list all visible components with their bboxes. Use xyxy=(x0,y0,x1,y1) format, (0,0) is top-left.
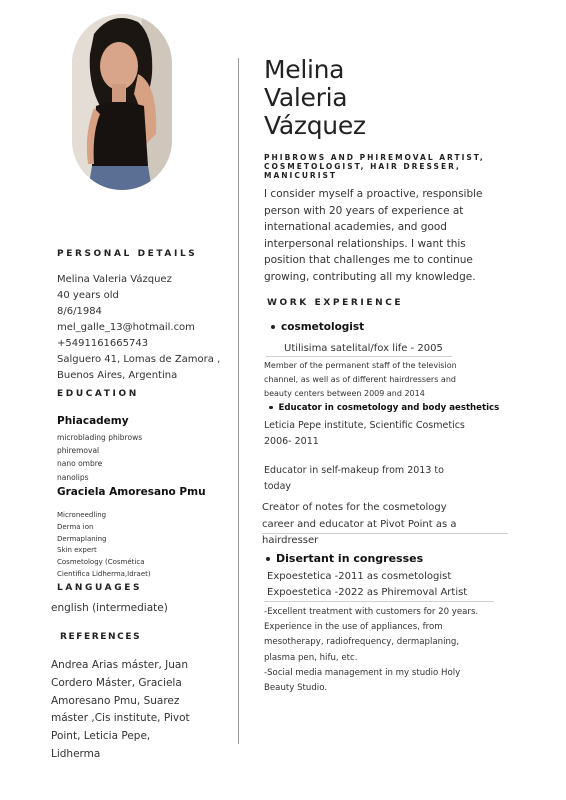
work-experience-heading: WORK EXPERIENCE xyxy=(267,298,404,308)
desc-line: channel, as well as of different hairdressers and xyxy=(264,375,456,384)
education-school-1: Phiacademy xyxy=(57,415,129,427)
list-item: Derma ion xyxy=(57,522,94,531)
note-line: mesotherapy, radiofrequency, dermaplaning, xyxy=(264,637,460,648)
list-item: nano ombre xyxy=(57,459,103,469)
detail-line: 2006- 2011 xyxy=(264,436,319,447)
references-line: Andrea Arias máster, Juan xyxy=(51,659,189,671)
detail-line: Expoestetica -2022 as Phiremoval Artist xyxy=(267,587,468,598)
list-item: Cosmetology (Cosmética xyxy=(57,558,145,567)
list-item: Skin expert xyxy=(57,546,97,555)
personal-details xyxy=(57,272,232,384)
divider xyxy=(266,356,452,357)
detail-line: Leticia Pepe institute, Scientific Cosmetics xyxy=(264,420,465,431)
job4-details xyxy=(262,500,457,550)
job-role xyxy=(264,153,504,180)
personal-address-2: Buenos Aires, Argentina xyxy=(57,370,178,381)
education-school-1-items xyxy=(57,431,142,484)
role-line: MANICURIST xyxy=(264,171,338,180)
divider xyxy=(264,601,494,602)
personal-birthdate: 8/6/1984 xyxy=(57,306,102,317)
personal-details-heading: PERSONAL DETAILS xyxy=(57,249,198,259)
list-item: nanolips xyxy=(57,472,89,482)
job3-details xyxy=(264,463,444,495)
intro-line: international academies, and good xyxy=(264,221,447,233)
note-line: Beauty Studio. xyxy=(264,683,328,694)
detail-line: Educator in self-makeup from 2013 to xyxy=(264,465,444,476)
references-line: Point, Leticia Pepe, xyxy=(51,730,151,743)
job2-title-text: Educator in cosmetology and body aesthetics xyxy=(278,403,500,413)
bullet-icon xyxy=(271,325,275,329)
job1-title xyxy=(271,321,364,333)
detail-line: today xyxy=(264,481,292,492)
desc-line: beauty centers between 2009 and 2014 xyxy=(264,389,425,398)
references-list xyxy=(51,657,231,764)
references-heading: REFERENCES xyxy=(60,632,142,642)
bullet-icon xyxy=(269,406,273,410)
name-line: Melina xyxy=(264,55,345,84)
divider xyxy=(262,533,508,534)
job2-details xyxy=(264,418,465,450)
bullet-icon xyxy=(266,557,270,561)
personal-email: mel_galle_13@hotmail.com xyxy=(57,322,195,333)
personal-phone: +5491161665743 xyxy=(57,338,149,349)
detail-line: hairdresser xyxy=(262,535,319,546)
detail-line: Expoestetica -2011 as cosmetologist xyxy=(267,571,452,582)
detail-line: career and educator at Pivot Point as a xyxy=(262,518,457,530)
job5-title-text: Disertant in congresses xyxy=(276,552,424,565)
note-line: -Social media management in my studio Holy xyxy=(264,667,461,678)
personal-age: 40 years old xyxy=(57,290,119,301)
intro-line: growing, contributing all my knowledge. xyxy=(264,270,476,283)
references-line: Lidherma xyxy=(51,747,101,760)
role-line: COSMETOLOGIST, HAIR DRESSER, xyxy=(264,162,461,171)
references-line: Amoresano Pmu, Suarez xyxy=(51,694,180,707)
job1-description xyxy=(264,359,514,401)
intro-line: interpersonal relationships. I want this xyxy=(264,237,466,250)
personal-name: Melina Valeria Vázquez xyxy=(57,274,172,285)
languages-heading: LANGUAGES xyxy=(57,583,143,593)
languages-line: english (intermediate) xyxy=(51,602,168,614)
portrait-image xyxy=(72,14,172,190)
intro-line: person with 20 years of experience at xyxy=(264,204,464,217)
list-item: Dermaplaning xyxy=(57,534,107,543)
intro-paragraph xyxy=(264,186,504,285)
list-item: microblading phibrows xyxy=(57,433,143,442)
note-line: -Excellent treatment with customers for 20 years. xyxy=(264,607,479,617)
full-name xyxy=(264,56,366,140)
role-line: PHIBROWS AND PHIREMOVAL ARTIST, xyxy=(264,153,485,162)
education-school-2: Graciela Amoresano Pmu xyxy=(57,486,206,498)
intro-line: position that challenges me to continue xyxy=(264,254,473,266)
notes xyxy=(264,605,524,696)
references-line: máster ,Cis institute, Pivot xyxy=(51,712,190,725)
column-divider xyxy=(238,58,239,744)
list-item: Microneedling xyxy=(57,511,107,519)
profile-photo xyxy=(72,14,172,190)
personal-address-1: Salguero 41, Lomas de Zamora , xyxy=(57,354,221,365)
job1-title-text: cosmetologist xyxy=(281,321,365,333)
name-line: Vázquez xyxy=(264,111,366,140)
job2-title xyxy=(269,403,499,413)
list-item: phiremoval xyxy=(57,446,100,456)
name-line: Valeria xyxy=(264,83,348,112)
job1-place: Utilisima satelital/fox life - 2005 xyxy=(284,343,443,354)
references-line: Cordero Máster, Graciela xyxy=(51,676,182,689)
intro-line: I consider myself a proactive, responsible xyxy=(264,188,483,200)
desc-line: Member of the permanent staff of the television xyxy=(264,361,457,370)
education-school-2-items xyxy=(57,510,151,581)
job5-title xyxy=(266,552,423,565)
list-item: Cientifica Lidherma,Idraet) xyxy=(57,569,151,578)
note-line: Experience in the use of appliances, from xyxy=(264,622,443,633)
detail-line: Creator of notes for the cosmetology xyxy=(262,502,447,513)
job5-details xyxy=(267,569,467,601)
education-heading: EDUCATION xyxy=(57,389,139,399)
note-line: plasma pen, hifu, etc. xyxy=(264,652,358,663)
